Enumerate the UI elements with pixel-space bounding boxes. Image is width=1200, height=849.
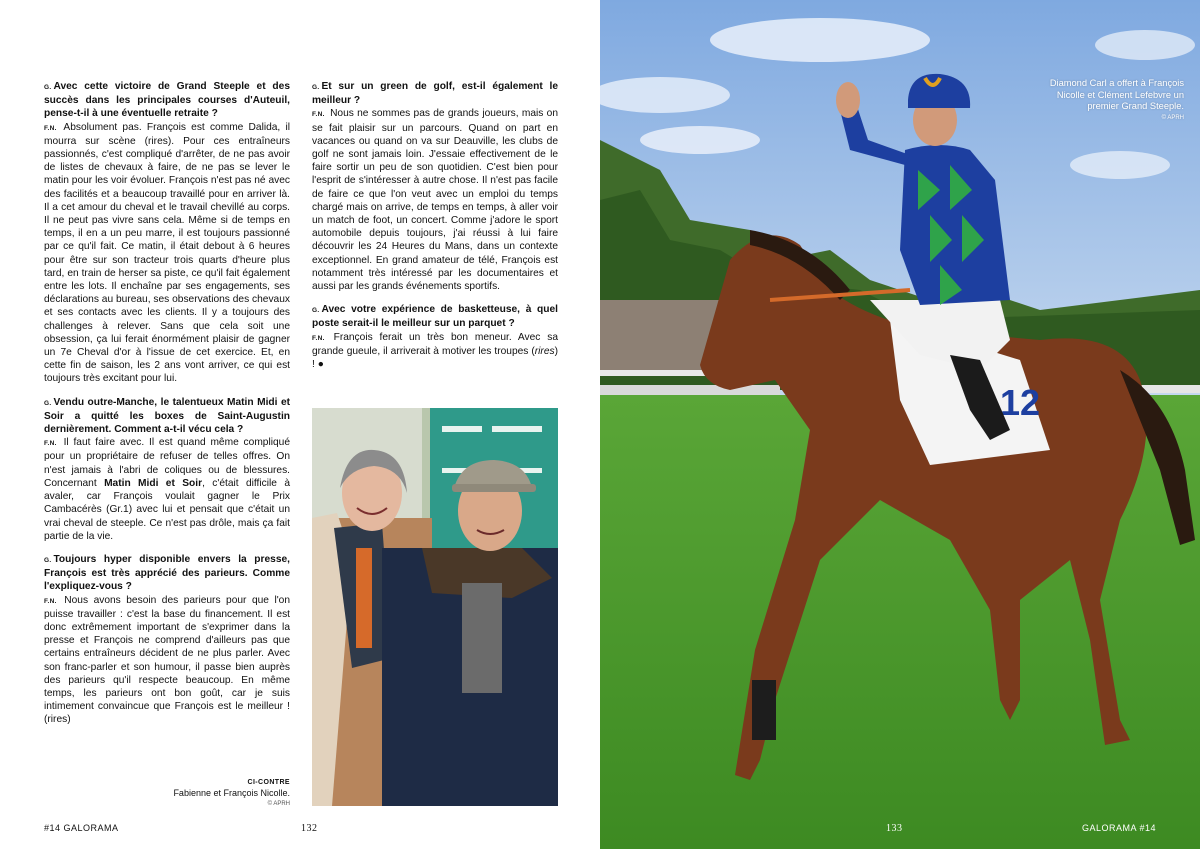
question-5: G. Avec votre expérience de basketteuse, à quel poste serait-il le meilleur sur un parquet ? [312,304,558,330]
answer-3: F.N. Nous avons besoin des parieurs pour que l'on puisse travailler : c'est la base du financement. Il est donc extrêmement important de s'exprimer dans la presse et François ne comprend d'ailleurs pas que certains entraîneurs décident de ne plus parler. Avec son franc-parler et son humour, il passe bien auprès des parieurs qu'il respecte beaucoup. En même temps, les parieurs ont bon goût, car je suis intimement convaincue que François est le meilleur ! (rires) [44,594,290,726]
question-3: G. Toujours hyper disponible envers la presse, François est très apprécié des parieurs. Comme l'expliquez-vous ? [44,553,290,593]
question-1: G. Avec cette victoire de Grand Steeple et des succès dans les principales courses d'Auteuil, pense-t-il à une éventuelle retraite ? [44,81,290,120]
couple-photo [312,408,558,806]
answer-2: F.N. Il faut faire avec. Il est quand même compliqué pour un propriétaire de refuser de telles offres. On n'est jamais à l'abri de coliques ou de blessures. Concernant Matin Midi et Soir, c'était difficile à avaler, car François voulait gagner le Prix Cambacérès (Gr.1) avec lui et pensait que c'était un vrai cheval de steeple. Ce n'est pas drôle, mais ça fait partie de la vie. [44,437,290,542]
footer-magazine-name-right: GALORAMA #14 [1082,823,1157,833]
caption-text: Diamond Carl a offert à François Nicolle et Clément Lefebvre un premier Grand Steeple. [1049,78,1184,111]
horse-race-photo [600,0,1200,849]
end-mark-icon: ● [317,359,324,371]
answer-4: F.N. Nous ne sommes pas de grands joueurs, mais on se fait plaisir sur un parcours. Quand on part en vacances ou quand on va sur Deauville, les clubs de golf ne sont jamais loin. J'essaie effectivement de le faire sortir un peu de son quotidien. C'est bien pour l'esprit de s'intéresser à autre chose. Il n'est pas facile de faire ce que l'on veut avec un emploi du temps chargé mais on arrive, de temps en temps, à aller voir un match de foot, un concert. Comme j'adore le sport automobile depuis toujours, j'ai réussi à lui faire découvrir les 24 Heures du Mans, dans un contexte exceptionnel. En grand amateur de télé, François est notamment très intéressé par les documentaires et aussi par les grands événements sportifs. [312,108,558,293]
question-2: G. Vendu outre-Manche, le talentueux Matin Midi et Soir a quitté les boxes de Saint-Augustin dernièrement. Comment a-t-il vécu cela ? [44,396,290,436]
right-page [600,0,1200,849]
caption-kicker: CI-CONTRE [247,779,290,786]
footer-magazine-name-left: #14 GALORAMA [44,823,119,833]
answer-1: F.N. Absolument pas. François est comme Dalida, il mourra sur scène (rires). Pour ces entraîneurs passionnés, c'est compliqué d'arrêter, de ne pas avoir de listes de chevaux à faire, de ne pas se lever le matin pour les voir évoluer. François n'est pas né avec des facilités et a beaucoup travaillé pour en arriver là. Il a cet amour du cheval et le travail chevillé au corps. Il ne peut pas vivre sans cela. Même si de temps en temps, il en a un peu marre, il est toujours passionné par ce qu'il fait. Ce matin, il était debout à 6 heures pour être sur son tracteur trois quarts d'heure plus tard, en train de herser sa piste, ce qu'il fait également entre les lots. Il enchaîne par ses engagements, ses déclarations au bureau, ses observations des chevaux et ses contacts avec les clients. Il y a toujours des challenges à relever. Sans que cela soit une obsession, ça lui ferait énormément plaisir de gagner un 7e Cheval d'or à l'issue de cet exercice. Et, en cette fin de saison, les 2 ans vont arriver, ce qui est toujours très excitant pour lui. [44,121,290,385]
photo-credit: © APRH [267,801,290,807]
page-number-right: 133 [886,823,903,834]
caption-text: Fabienne et François Nicolle. [173,788,290,798]
answer-5: F.N. François ferait un très bon meneur. Avec sa grande gueule, il arriverait à motiver les troupes (rires) ! ● [312,331,558,371]
photo-credit: © APRH [1161,114,1184,121]
race-photo-caption [1034,78,1184,124]
question-4: G. Et sur un green de golf, est-il également le meilleur ? [312,81,558,107]
couple-illustration [312,408,558,806]
couple-photo-caption [150,777,290,810]
page-number-left: 132 [301,823,318,834]
interview-column-left [44,80,290,737]
saddle-number: 12 [1000,382,1041,423]
interview-column-right [312,80,558,381]
